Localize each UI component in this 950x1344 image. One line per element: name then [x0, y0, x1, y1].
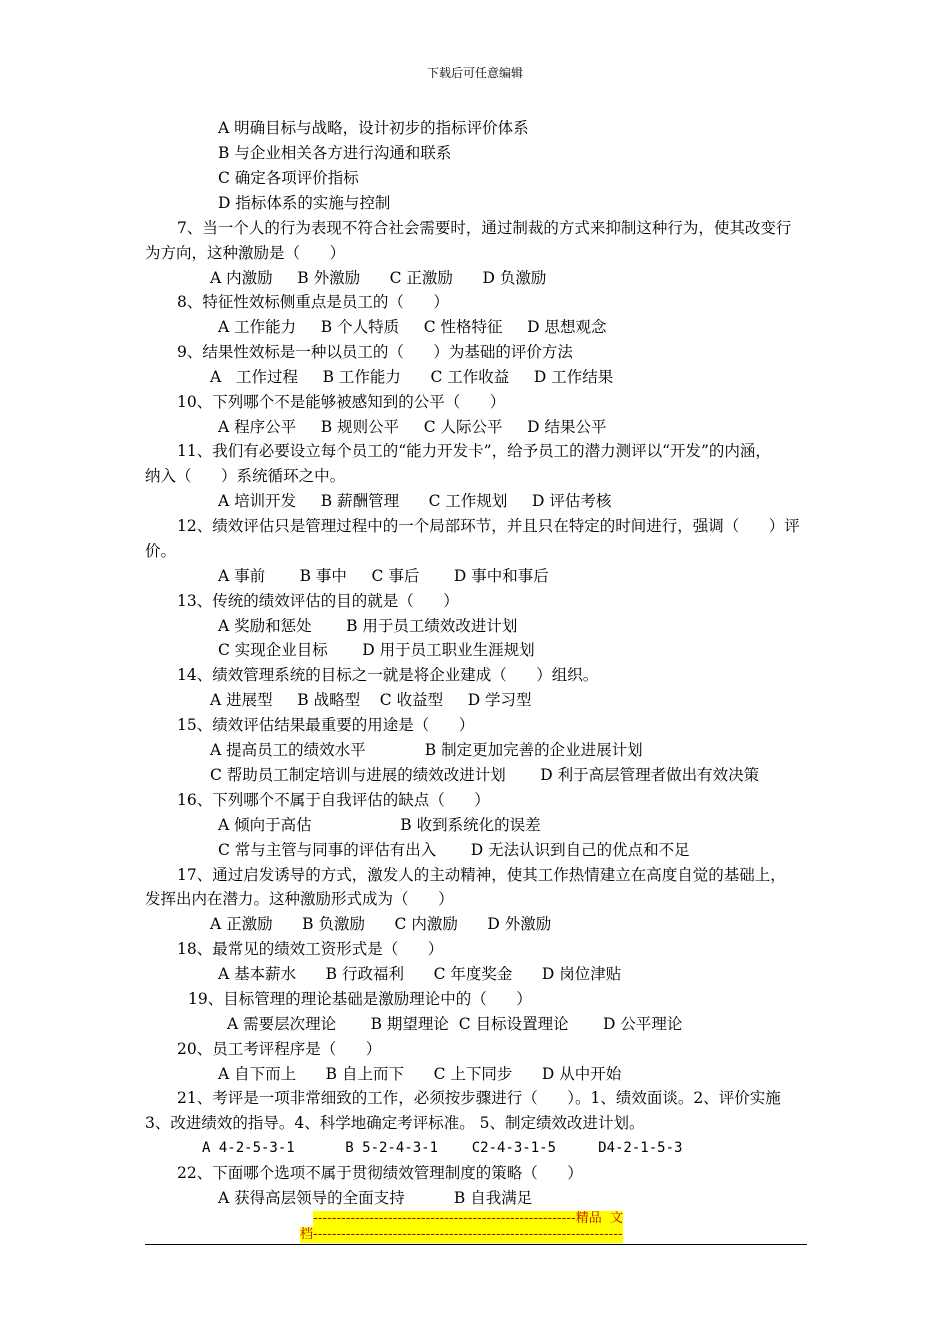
option-line: A 倾向于高估 B 收到系统化的误差: [218, 816, 541, 834]
option-line: C 常与主管与同事的评估有出入 D 无法认识到自己的优点和不足: [218, 841, 690, 859]
option-line: C 帮助员工制定培训与进展的绩效改进计划 D 利于高层管理者做出有效决策: [210, 766, 760, 784]
option-line: C 确定各项评价指标: [218, 169, 359, 187]
option-line: A 进展型 B 战略型 C 收益型 D 学习型: [210, 691, 532, 709]
option-line: A 自下而上 B 自上而下 C 上下同步 D 从中开始: [218, 1065, 622, 1083]
option-line: A 正激励 B 负激励 C 内激励 D 外激励: [210, 915, 552, 933]
question-line: 10、下列哪个不是能够被感知到的公平（ ）: [177, 393, 506, 411]
question-line: 9、结果性效标是一种以员工的（ ）为基础的评价方法: [177, 343, 573, 361]
option-line: A 需要层次理论 B 期望理论 C 目标设置理论 D 公平理论: [227, 1015, 683, 1033]
question-line: 21、考评是一项非常细致的工作，必须按步骤进行（ ）。1、绩效面谈。2、评价实施: [177, 1089, 781, 1107]
question-line: 价。: [145, 542, 177, 560]
question-line: 20、员工考评程序是（ ）: [177, 1040, 382, 1058]
option-line: A 内激励 B 外激励 C 正激励 D 负激励: [210, 269, 547, 287]
question-line: 8、特征性效标侧重点是员工的（ ）: [177, 293, 449, 311]
page-header: 下载后可任意编辑: [426, 66, 523, 80]
option-line: A 明确目标与战略，设计初步的指标评价体系: [218, 119, 529, 137]
question-line: 17、通过启发诱导的方式，激发人的主动精神，使其工作热情建立在高度自觉的基础上，: [177, 866, 786, 884]
option-line: A 基本薪水 B 行政福利 C 年度奖金 D 岗位津贴: [218, 965, 622, 983]
question-line: 22、下面哪个选项不属于贯彻绩效管理制度的策略（ ）: [177, 1164, 583, 1182]
question-line: 19、目标管理的理论基础是激励理论中的（ ）: [188, 990, 532, 1008]
question-line: 纳入（ ）系统循环之中。: [145, 467, 346, 485]
option-line: D 指标体系的实施与控制: [218, 194, 391, 212]
option-line: A 4-2-5-3-1 B 5-2-4-3-1 C2-4-3-1-5 D4-2-1-5-3: [202, 1140, 683, 1156]
option-line: A 事前 B 事中 C 事后 D 事中和事后: [218, 567, 549, 585]
question-line: 7、当一个人的行为表现不符合社会需要时，通过制裁的方式来抑制这种行为，使其改变行: [177, 219, 792, 237]
option-line: A 工作能力 B 个人特质 C 性格特征 D 思想观念: [218, 318, 607, 336]
question-line: 11、我们有必要设立每个员工的“能力开发卡”，给予员工的潜力测评以“开发”的内涵，: [177, 442, 771, 460]
option-line: A 工作过程 B 工作能力 C 工作收益 D 工作结果: [210, 368, 614, 386]
option-line: A 奖励和惩处 B 用于员工绩效改进计划: [218, 617, 518, 635]
option-line: B 与企业相关各方进行沟通和联系: [218, 144, 452, 162]
question-line: 12、绩效评估只是管理过程中的一个局部环节，并且只在特定的时间进行，强调（ ）评: [177, 517, 800, 535]
question-line: 14、绩效管理系统的目标之一就是将企业建成（ ）组织。: [177, 666, 599, 684]
question-line: 15、绩效评估结果最重要的用途是（ ）: [177, 716, 475, 734]
option-line: A 培训开发 B 薪酬管理 C 工作规划 D 评估考核: [218, 492, 612, 510]
question-line: 16、下列哪个不属于自我评估的缺点（ ）: [177, 791, 490, 809]
question-line: 发挥出内在潜力。这种激励形式成为（ ）: [145, 890, 454, 908]
footer-divider: [145, 1244, 807, 1245]
question-line: 3、改进绩效的指导。4、科学地确定考评标准。 5、制定绩效改进计划。: [145, 1114, 645, 1132]
question-line: 13、传统的绩效评估的目的就是（ ）: [177, 592, 459, 610]
option-line: A 提高员工的绩效水平 B 制定更加完善的企业进展计划: [210, 741, 643, 759]
option-line: C 实现企业目标 D 用于员工职业生涯规划: [218, 641, 535, 659]
question-line: 为方向，这种激励是（ ）: [145, 244, 346, 262]
question-line: 18、最常见的绩效工资形式是（ ）: [177, 940, 444, 958]
footer-watermark-line1: --------------------------------------------------------精品 文: [313, 1211, 623, 1226]
footer-watermark-line2: 档------------------------------------------------------------------: [300, 1227, 623, 1242]
option-line: A 程序公平 B 规则公平 C 人际公平 D 结果公平: [218, 418, 607, 436]
option-line: A 获得高层领导的全面支持 B 自我满足: [218, 1189, 533, 1207]
